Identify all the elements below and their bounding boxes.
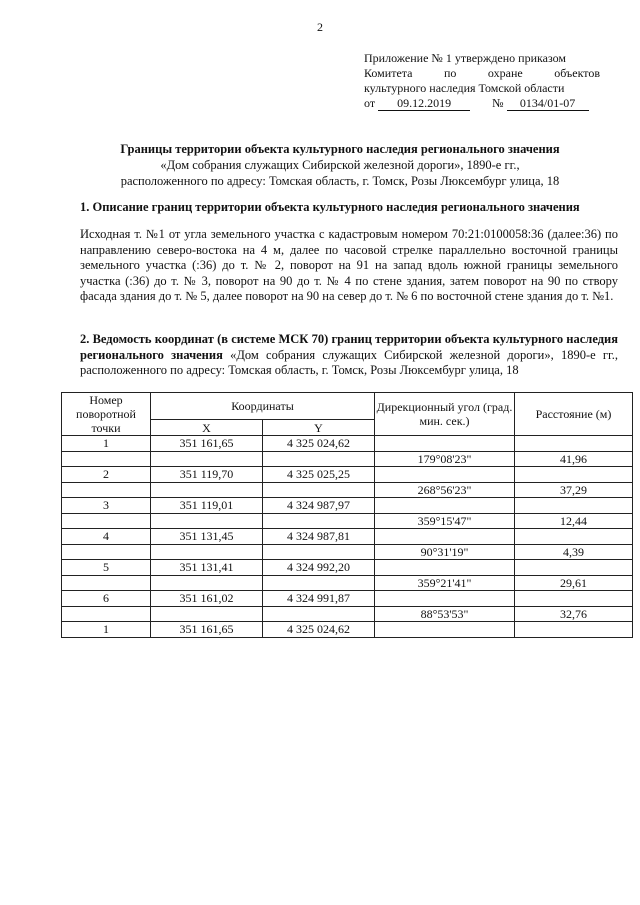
cell-x (151, 451, 263, 467)
cell-x: 351 161,02 (151, 591, 263, 607)
cell-point (62, 606, 151, 622)
cell-angle: 359°15'47" (375, 513, 515, 529)
section-1-body: Исходная т. №1 от угла земельного участка с кадастровым номером 70:21:0100058:36 (далее:36) по направлению северо-востока на 4 м, далее по часовой стрелке параллельно восточной границы земельного участка (:36) до т. № 2, поворот на 91 на запад вдоль южной границы земельного участка (:36) до т. № 3, поворот на 90 до т. № 4 по стене здания, затем поворот на 90 по створу фасада здания до т. № 5, далее поворот на 90 на север до т. № 6 по восточной стене здания до т. №1. (80, 227, 618, 303)
header-coords: Координаты (151, 393, 375, 420)
cell-point: 4 (62, 529, 151, 545)
table-row (62, 498, 633, 514)
cell-point (62, 544, 151, 560)
coordinates-table (61, 392, 633, 638)
section-2-heading-rest: «Дом собрания служащих Сибирской железной дороги», 1890-е гг., расположенного по адресу: Томская область, г. Томск, Розы Люксембург улица, 18 (80, 347, 618, 377)
cell-point (62, 482, 151, 498)
table-row (62, 513, 633, 529)
cell-y: 4 325 025,25 (263, 467, 375, 483)
table-row (62, 436, 633, 452)
number-label: № (492, 96, 504, 110)
header-y: Y (263, 420, 375, 436)
cell-distance: 12,44 (515, 513, 633, 529)
table-row (62, 606, 633, 622)
cell-distance (515, 529, 633, 545)
cell-x (151, 544, 263, 560)
appendix-date-line (364, 96, 600, 111)
section-2-heading (62, 332, 618, 379)
cell-point (62, 513, 151, 529)
cell-distance (515, 467, 633, 483)
table-row (62, 591, 633, 607)
cell-x: 351 161,65 (151, 436, 263, 452)
cell-x (151, 606, 263, 622)
cell-x: 351 161,65 (151, 622, 263, 638)
order-date: 09.12.2019 (378, 97, 470, 111)
document-title (80, 141, 600, 189)
cell-point: 6 (62, 591, 151, 607)
cell-angle (375, 529, 515, 545)
cell-y: 4 324 987,81 (263, 529, 375, 545)
cell-y (263, 482, 375, 498)
cell-y: 4 324 992,20 (263, 560, 375, 576)
cell-point: 1 (62, 436, 151, 452)
cell-y (263, 513, 375, 529)
cell-x: 351 119,70 (151, 467, 263, 483)
table-header-row (62, 393, 633, 420)
cell-point: 5 (62, 560, 151, 576)
cell-x (151, 575, 263, 591)
cell-x (151, 513, 263, 529)
cell-x (151, 482, 263, 498)
table-row (62, 451, 633, 467)
cell-distance (515, 560, 633, 576)
cell-distance (515, 498, 633, 514)
table-row (62, 529, 633, 545)
table-row (62, 544, 633, 560)
section-2-heading-bold: 2. Ведомость координат (в системе МСК 70) границ территории объекта культурного наследия регионального значения (80, 332, 618, 362)
header-angle: Дирекционный угол (град. мин. сек.) (375, 393, 515, 436)
cell-distance (515, 436, 633, 452)
cell-angle (375, 591, 515, 607)
cell-angle: 179°08'23" (375, 451, 515, 467)
section-1-heading: 1. Описание границ территории объекта культурного наследия регионального значения (80, 200, 580, 214)
table-row (62, 575, 633, 591)
cell-point (62, 451, 151, 467)
appendix-line-2: Комитета по охране объектов (364, 66, 600, 80)
header-distance: Расстояние (м) (515, 393, 633, 436)
cell-x: 351 131,41 (151, 560, 263, 576)
cell-y: 4 325 024,62 (263, 436, 375, 452)
cell-angle: 359°21'41" (375, 575, 515, 591)
title-line-2: «Дом собрания служащих Сибирской железной дороги», 1890-е гг., (160, 158, 520, 172)
cell-distance: 32,76 (515, 606, 633, 622)
from-label: от (364, 96, 376, 110)
cell-angle (375, 622, 515, 638)
cell-x: 351 119,01 (151, 498, 263, 514)
appendix-line-1: Приложение № 1 утверждено приказом (364, 51, 567, 65)
cell-x: 351 131,45 (151, 529, 263, 545)
cell-distance: 4,39 (515, 544, 633, 560)
cell-y (263, 451, 375, 467)
cell-point: 2 (62, 467, 151, 483)
cell-distance: 37,29 (515, 482, 633, 498)
cell-y (263, 544, 375, 560)
table-row (62, 560, 633, 576)
cell-angle: 268°56'23" (375, 482, 515, 498)
table-row (62, 467, 633, 483)
title-line-3: расположенного по адресу: Томская область, г. Томск, Розы Люксембург улица, 18 (120, 174, 560, 188)
cell-distance: 29,61 (515, 575, 633, 591)
order-number: 0134/01-07 (507, 97, 589, 111)
cell-angle (375, 467, 515, 483)
cell-y (263, 575, 375, 591)
appendix-block (364, 51, 600, 111)
header-x: X (151, 420, 263, 436)
cell-angle (375, 436, 515, 452)
cell-y: 4 324 991,87 (263, 591, 375, 607)
cell-angle: 90°31'19" (375, 544, 515, 560)
cell-point: 1 (62, 622, 151, 638)
title-line-1: Границы территории объекта культурного наследия регионального значения (120, 142, 560, 156)
header-point: Номер поворотной точки (62, 393, 151, 436)
table-row (62, 622, 633, 638)
cell-y: 4 325 024,62 (263, 622, 375, 638)
cell-angle: 88°53'53" (375, 606, 515, 622)
cell-angle (375, 498, 515, 514)
appendix-line-3: культурного наследия Томской области (364, 81, 565, 95)
cell-point: 3 (62, 498, 151, 514)
cell-distance: 41,96 (515, 451, 633, 467)
cell-distance (515, 622, 633, 638)
table-row (62, 482, 633, 498)
cell-y: 4 324 987,97 (263, 498, 375, 514)
cell-angle (375, 560, 515, 576)
cell-y (263, 606, 375, 622)
cell-point (62, 575, 151, 591)
page-number: 2 (317, 20, 323, 34)
cell-distance (515, 591, 633, 607)
